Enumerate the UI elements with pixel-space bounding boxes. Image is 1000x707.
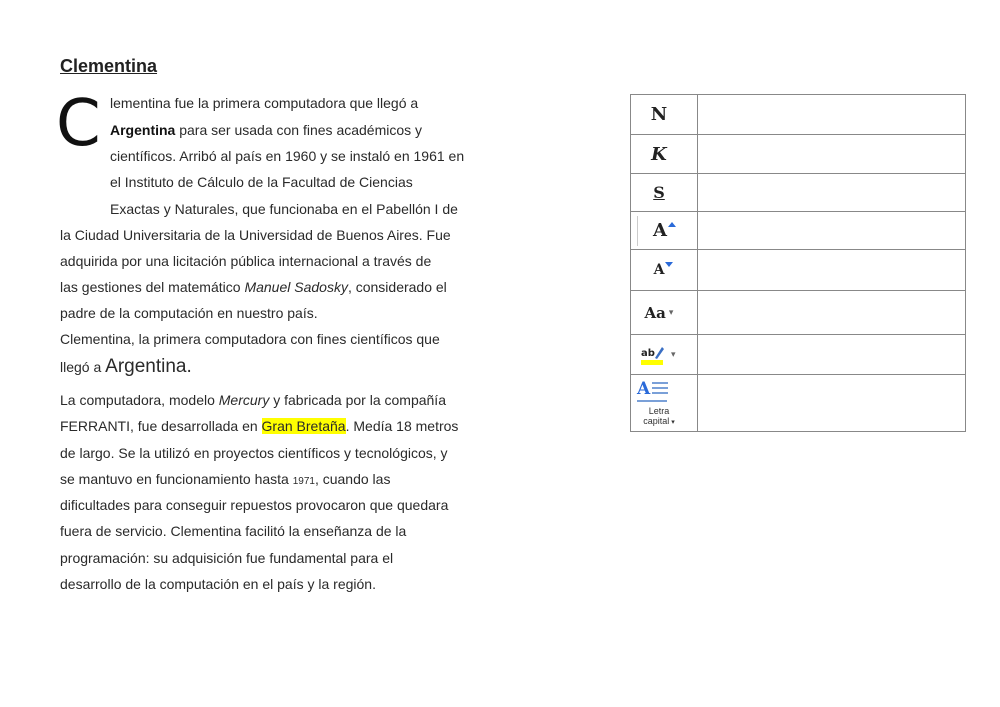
table-cell-icon — [631, 174, 698, 212]
table-cell-answer[interactable] — [698, 174, 966, 212]
text-span: y fabricada por la compañía — [269, 392, 446, 408]
drop-cap: C — [56, 87, 101, 161]
highlighter-pen-icon — [641, 344, 665, 366]
underline-icon: S — [653, 183, 665, 202]
text-line-14: de largo. Se la utilizó en proyectos científicos y tecnológicos, y — [60, 445, 448, 461]
text-span: , considerado el — [347, 279, 447, 295]
text-lines-icon — [652, 382, 668, 394]
text-line-1: lementina fue la primera computadora que llegó a — [110, 95, 419, 111]
text-line-6: la Ciudad Universitaria de la Universidad de Buenos Aires. Fue — [60, 227, 451, 243]
text-line-3: científicos. Arribó al país en 1960 y se instaló en 1961 en — [110, 148, 465, 164]
table-row — [631, 291, 966, 335]
table-cell-icon — [631, 135, 698, 174]
italic-model: Mercury — [218, 392, 270, 408]
table-row — [631, 135, 966, 174]
change-case-icon — [637, 298, 681, 328]
text-span: . Medía 18 metros — [345, 418, 459, 434]
table-row — [631, 212, 966, 250]
highlight-icon — [637, 340, 681, 370]
highlighted-text: Gran Bretaña — [261, 418, 346, 434]
text-line-8 — [60, 278, 447, 296]
drop-cap-glyph: A — [637, 379, 651, 399]
table-row — [631, 250, 966, 291]
text-span: las gestiones del matemático — [60, 279, 245, 295]
table-cell-icon — [631, 250, 698, 291]
caret-down-icon: ▾ — [668, 307, 674, 318]
shrink-font-glyph: A — [653, 262, 665, 278]
table-cell-answer[interactable] — [698, 135, 966, 174]
table-cell-answer[interactable] — [698, 212, 966, 250]
table-cell-answer[interactable] — [698, 335, 966, 375]
table-cell-icon — [631, 212, 698, 250]
bold-icon: N — [650, 104, 668, 125]
table-cell-answer[interactable] — [698, 375, 966, 432]
text-line-2 — [110, 121, 422, 139]
table-row — [631, 174, 966, 212]
text-line-9: padre de la computación en nuestro país. — [60, 305, 318, 321]
text-span: FERRANTI, fue desarrollada en — [60, 418, 262, 434]
arrow-down-icon — [665, 262, 673, 267]
change-case-glyph: Aa — [644, 303, 666, 322]
italic-name: Manuel Sadosky — [244, 279, 348, 295]
text-span: se mantuvo en funcionamiento hasta — [60, 471, 293, 487]
text-span: , cuando las — [314, 471, 391, 487]
text-line-16: dificultades para conseguir repuestos provocaron que quedara — [60, 497, 449, 513]
text-span: La computadora, modelo — [60, 392, 219, 408]
text-line-19: desarrollo de la computación en el país y la región. — [60, 576, 376, 592]
arrow-up-icon — [668, 222, 676, 227]
italic-icon: K — [651, 143, 667, 165]
table-cell-icon — [631, 291, 698, 335]
table-cell-answer[interactable] — [698, 95, 966, 135]
drop-cap-label-line-2 — [637, 416, 681, 428]
highlight-glyph: ab — [641, 347, 655, 359]
caret-down-icon: ▾ — [671, 419, 675, 426]
table-cell-answer[interactable] — [698, 250, 966, 291]
grow-font-glyph: A — [653, 220, 667, 241]
table-cell-icon — [631, 95, 698, 135]
text-line-12 — [60, 391, 446, 409]
large-word: Argentina. — [105, 356, 192, 377]
table-row — [631, 335, 966, 375]
text-span: llegó a — [60, 359, 106, 375]
text-line-18: programación: su adquisición fue fundamental para el — [60, 550, 394, 566]
text-line-11 — [60, 358, 192, 376]
caret-down-icon: ▾ — [671, 349, 676, 360]
table-row — [631, 95, 966, 135]
bold-word: Argentina — [110, 122, 176, 138]
drop-cap-icon — [631, 378, 697, 428]
text-line-4: el Instituto de Cálculo de la Facultad de Ciencias — [110, 174, 413, 190]
table-cell-icon — [631, 375, 698, 432]
table-cell-answer[interactable] — [698, 291, 966, 335]
text-line-17: fuera de servicio. Clementina facilitó la enseñanza de la — [60, 523, 407, 539]
table-row — [631, 375, 966, 432]
text-line-10: Clementina, la primera computadora con fines científicos que — [60, 331, 440, 347]
page-title: Clementina — [60, 56, 158, 76]
drop-cap-label — [637, 406, 681, 428]
text-line-5: Exactas y Naturales, que funcionaba en el Pabellón I de — [110, 201, 458, 217]
shrink-font-icon — [637, 255, 681, 285]
small-number: 1971 — [292, 476, 315, 487]
text-line-7: adquirida por una licitación pública internacional a través de — [60, 253, 432, 269]
table-cell-icon — [631, 335, 698, 375]
text-span: para ser usada con fines académicos y — [175, 122, 423, 138]
drop-cap-label-text: capital — [643, 416, 670, 426]
grow-font-icon — [637, 216, 682, 246]
drop-cap-label-line-1: Letra — [648, 406, 670, 416]
text-line-15 — [60, 470, 390, 491]
text-line-13 — [60, 417, 458, 435]
format-table — [630, 94, 966, 432]
